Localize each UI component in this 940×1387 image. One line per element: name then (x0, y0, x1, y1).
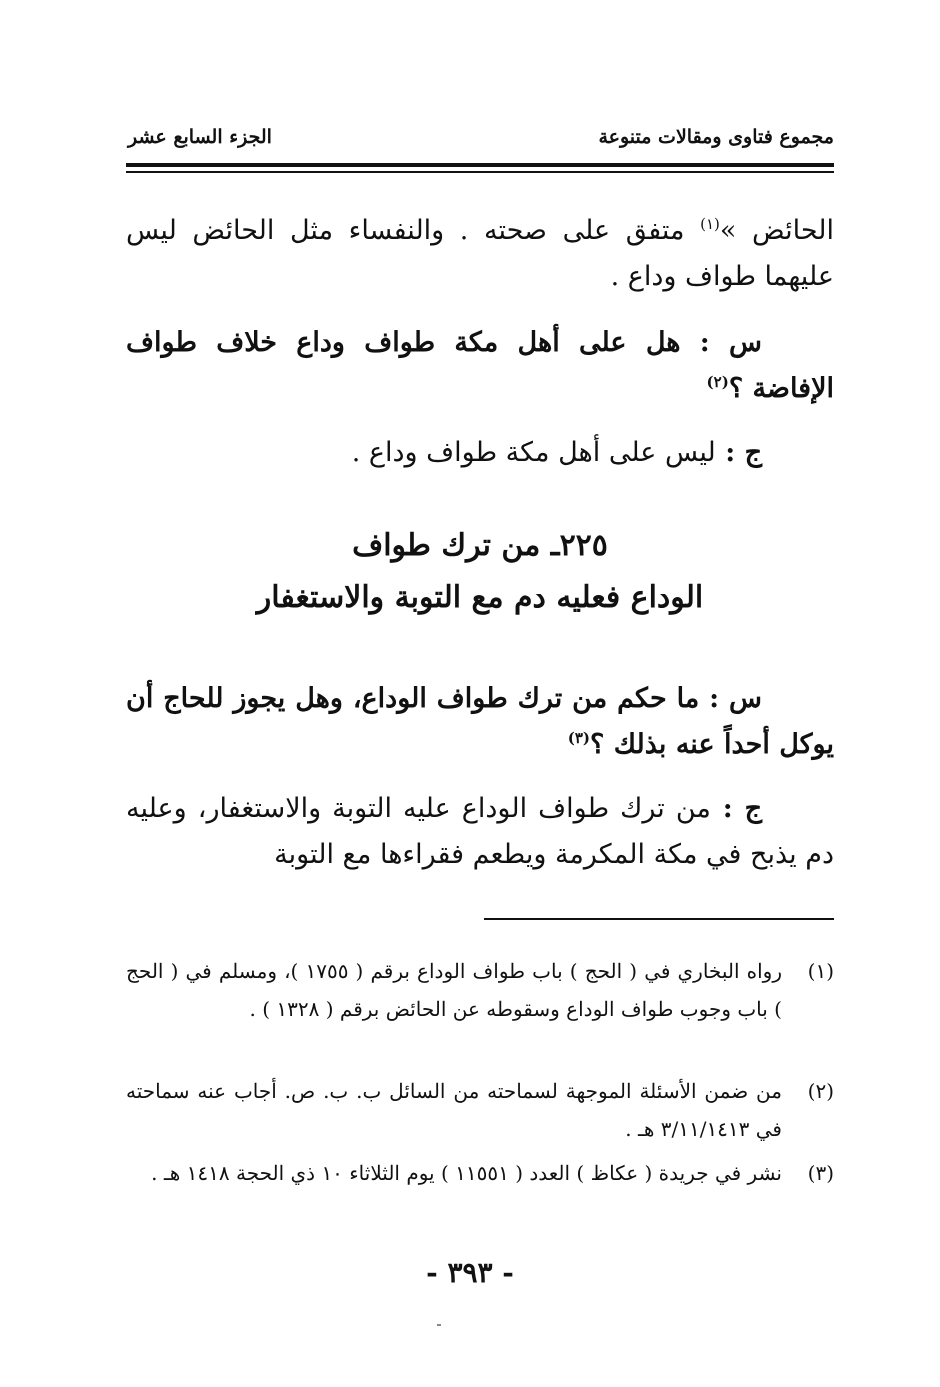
footnote-1 (126, 952, 834, 1028)
header-rule-thick (126, 163, 834, 167)
answer-text: ليس على أهل مكة طواف وداع . (351, 437, 716, 468)
question-text: هل على أهل مكة طواف وداع خلاف طواف الإفاضة ؟ (126, 327, 834, 404)
answer-label: ج : (715, 437, 762, 468)
volume-label: الجزء السابع عشر (128, 126, 272, 148)
footnote-ref-2: (٢) (706, 373, 729, 391)
footnote-ref-3: (٣) (567, 729, 591, 747)
paragraph-text-end: متفق على صحته . والنفساء مثل الحائض ليس عليهما طواف وداع . (126, 215, 834, 292)
footnote-text: من ضمن الأسئلة الموجهة لسماحته من السائل ب. ب. ص. أجاب عنه سماحته في ٣/١١/١٤١٣ هـ . (126, 1079, 782, 1141)
paragraph-continuation (126, 208, 834, 300)
answer-text: من ترك طواف الوداع عليه التوبة والاستغفار، وعليه دم يذبح في مكة المكرمة ويطعم فقراءها مع التوبة (126, 793, 834, 870)
footnote-text: نشر في جريدة ( عكاظ ) العدد ( ١١٥٥١ ) يوم الثلاثاء ١٠ ذي الحجة ١٤١٨ هـ . (151, 1161, 782, 1185)
section-heading (126, 520, 834, 624)
answer-label: ج : (710, 793, 762, 824)
question-label: س : (699, 683, 762, 714)
section-heading-line-2: الوداع فعليه دم مع التوبة والاستغفار (256, 580, 704, 615)
section-heading-line-1: ٢٢٥ـ من ترك طواف (352, 528, 608, 563)
header-rule-thin (126, 171, 834, 173)
page-number: - ٣٩٣ - (426, 1256, 514, 1289)
footnote-number: (٢) (807, 1079, 834, 1103)
question-2 (126, 676, 834, 768)
footnote-number: (٣) (807, 1161, 834, 1185)
book-title: مجموع فتاوى ومقالات متنوعة (598, 126, 834, 148)
question-label: س : (680, 327, 762, 358)
answer-2 (126, 786, 834, 878)
footnote-text: رواه البخاري في ( الحج ) باب طواف الوداع برقم ( ١٧٥٥ )، ومسلم في ( الحج ) باب وجوب طواف الوداع وسقوطه عن الحائض برقم ( ١٣٢٨ ) . (126, 959, 782, 1021)
question-text: ما حكم من ترك طواف الوداع، وهل يجوز للحاج أن يوكل أحداً عنه بذلك ؟ (126, 683, 834, 760)
footnote-number: (١) (807, 959, 834, 983)
scan-speck (437, 1324, 441, 1326)
paragraph-text-start: الحائض » (719, 215, 834, 246)
running-header (128, 126, 834, 156)
footnote-3 (126, 1154, 834, 1192)
footnote-2 (126, 1072, 834, 1148)
footnote-separator (484, 918, 834, 920)
question-1 (126, 320, 834, 412)
answer-1 (126, 430, 834, 476)
footnote-ref-1: (١) (700, 215, 720, 233)
